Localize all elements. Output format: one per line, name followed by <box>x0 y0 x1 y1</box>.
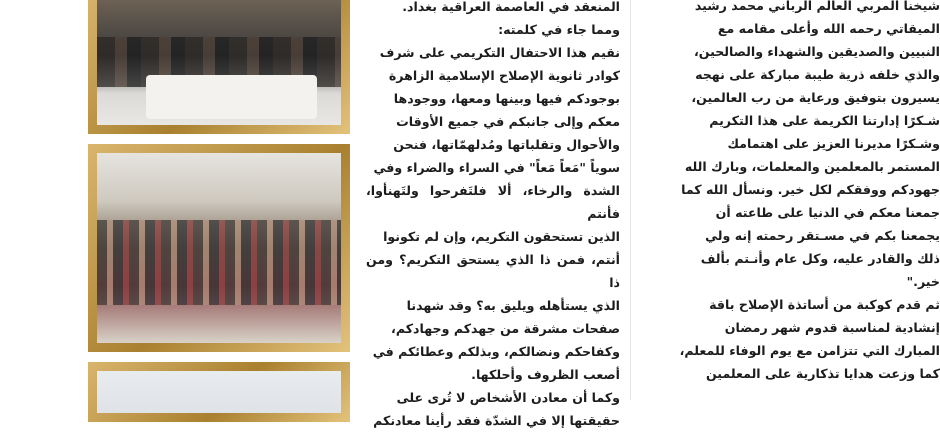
article-line: والذي خلفه ذرية طيبة مباركة على نهجه <box>695 67 940 82</box>
photo-attendees <box>97 220 341 306</box>
article-line: جمعنا معكم في الدنيا على طاعته أن <box>715 205 940 220</box>
article-line: المستمر بالمعلمين والمعلمات، وبارك الله <box>684 159 940 174</box>
photo-column <box>0 0 360 400</box>
article-line: الذي يستأهله ويليق به؟ وقد شهدنا <box>406 298 620 313</box>
article-column-right <box>640 0 940 394</box>
article-line: شيخنا المربي العالم الرباني محمد رشيد <box>694 0 940 13</box>
article-line: سوياً "مَعاً مَعاً" في السراء والضراء وفي <box>373 160 620 175</box>
article-line: ومما جاء في كلمته: <box>498 22 620 37</box>
article-line: أصعب الظروف وأحلكها. <box>471 367 620 382</box>
article-line: صفحات مشرقة من جهدكم وجهادكم، <box>391 321 620 336</box>
article-line: شـكرًا إدارتنا الكريمة على هذا التكريم <box>709 113 940 128</box>
photo-hall <box>97 371 341 413</box>
article-line: ثم قدم كوكبة من أساتذة الإصلاح باقة <box>709 297 940 312</box>
article-line: وكما أن معادن الأشخاص لا تُرى على <box>396 390 620 405</box>
article-line: المبارك التي تتزامن مع يوم الوفاء للمعلم، <box>679 343 940 358</box>
article-line: حقيقتها إلا في الشدّة فقد رأينا معادنكم <box>373 413 620 428</box>
photo-teachers-at-banquet <box>97 153 341 343</box>
article-line: النبيين والصديقين والشهداء والصالحين، <box>693 44 940 59</box>
article-line: الميقاتي رحمه الله وأعلى مقامه مع <box>717 21 940 36</box>
article-line: وكفاحكم ونضالكم، وبذلكم وعطائكم في <box>372 344 620 359</box>
article-line: يجمعنا بكم في مسـتقر رحمته إنه ولي <box>705 228 940 243</box>
article-line: بوجودكم فيها وبينها ومعها، ووجودها <box>393 91 620 106</box>
photo-dining-table <box>146 75 317 119</box>
column-divider <box>630 0 631 400</box>
article-line: خير." <box>906 274 940 289</box>
article-line: يسيرون بتوفيق ورعاية من رب العالمين، <box>691 90 940 105</box>
article-line: وشـكرًا مديرنا العزيز على اهتمامك <box>727 136 940 151</box>
article-line: المنعقد في العاصمة العراقية بغداد. <box>402 0 620 14</box>
article-line: الذين تستحقون التكريم، وإن لم تكونوا <box>383 229 620 244</box>
article-line: معكم وإلى جانبكم في جميع الأوقات <box>396 114 620 129</box>
article-line: كما وزعت هدايا تذكارية على المعلمين <box>705 366 940 381</box>
article-line: ذلك والقادر عليه، وكل عام وأنـتم بألف <box>700 251 940 266</box>
article-line: الشدة والرخاء، ألا فلتَفرحوا ولتَهنأوا، فأنتم <box>366 183 620 221</box>
gold-photo-frame <box>88 362 350 422</box>
gold-photo-frame <box>88 144 350 352</box>
article-line: جهودكم ووفقكم لكل خير. ونسأل الله كما <box>681 182 940 197</box>
article-line: أنتم، فمن ذا الذي يستحق التكريم؟ ومن ذا <box>366 252 620 290</box>
article-line: إنشادية لمناسبة قدوم شهر رمضان <box>724 320 940 335</box>
gold-photo-frame <box>88 0 350 134</box>
article-line: والأحوال وتقلباتها ومُدلهمّاتها، فنحن <box>393 137 620 152</box>
photo-officials-at-banquet <box>97 0 341 125</box>
article-column-middle <box>366 0 620 428</box>
article-line: نقيم هذا الاحتفال التكريمي على شرف <box>379 45 620 60</box>
article-line: كوادر ثانوية الإصلاح الإسلامية الزاهرة <box>388 68 620 83</box>
